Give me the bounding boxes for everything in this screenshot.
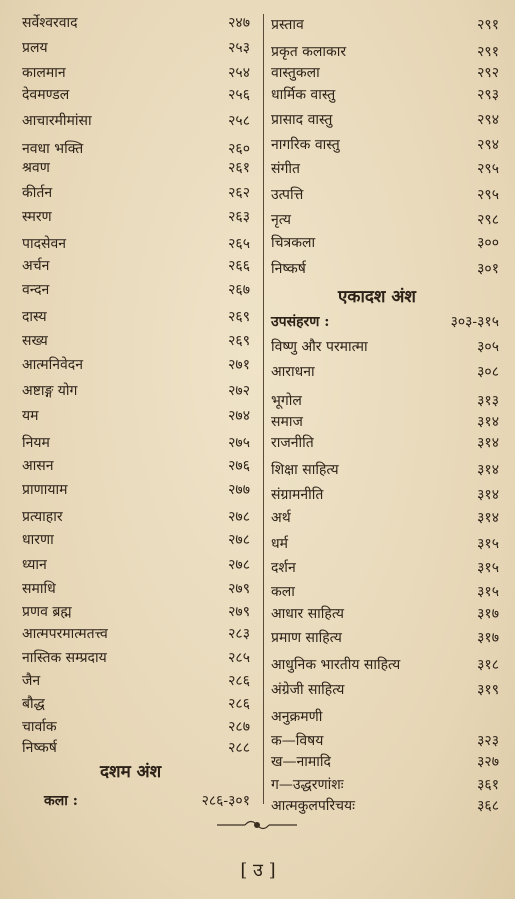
entry-name: जैन <box>22 673 41 689</box>
toc-entry <box>22 455 250 477</box>
toc-entry <box>271 158 499 180</box>
entry-page: ३६१ <box>477 777 499 793</box>
toc-entry <box>271 109 499 131</box>
entry-page: २८५ <box>228 650 250 666</box>
entry-page: २५३ <box>228 40 250 56</box>
entry-page: २८६ <box>228 673 250 689</box>
toc-entry <box>271 232 499 254</box>
toc-entry <box>22 578 250 600</box>
toc-entry <box>271 62 499 84</box>
entry-page: २९५ <box>477 161 499 177</box>
entry-name: चित्रकला <box>271 235 316 251</box>
entry-name: क—विषय <box>271 733 324 749</box>
entry-name: भूगोल <box>271 393 302 409</box>
toc-entry <box>22 693 250 715</box>
toc-entry <box>22 716 250 738</box>
toc-entry <box>271 533 499 555</box>
entry-name: आत्मनिवेदन <box>22 357 83 373</box>
entry-name: ध्यान <box>22 557 47 573</box>
toc-entry <box>271 795 499 817</box>
entry-page: २७७ <box>228 482 250 498</box>
entry-name: निष्कर्ष <box>271 261 306 277</box>
entry-page: ३१८ <box>477 657 499 673</box>
entry-name: कला <box>271 584 295 600</box>
entry-page: २६७ <box>228 282 250 298</box>
toc-entry <box>271 679 499 701</box>
entry-name: निष्कर्ष <box>22 740 57 756</box>
entry-page: २७५ <box>228 435 250 451</box>
toc-entry <box>22 255 250 277</box>
entry-page: २८६-३०१ <box>201 793 250 809</box>
entry-page: २७८ <box>228 557 250 573</box>
entry-page: २८८ <box>228 740 250 756</box>
entry-name: स्मरण <box>22 209 52 225</box>
entry-name: अष्टाङ्ग योग <box>22 383 78 399</box>
entry-name: शिक्षा साहित्य <box>271 462 339 478</box>
entry-page: २८३ <box>228 626 250 642</box>
entry-page: ३१५ <box>477 560 499 576</box>
entry-page: ३०८ <box>477 364 499 380</box>
entry-name: यम <box>22 408 39 424</box>
entry-name: प्रत्याहार <box>22 509 63 525</box>
toc-entry <box>22 380 250 402</box>
toc-entry <box>271 730 499 752</box>
entry-page: २५६ <box>228 87 250 103</box>
entry-page: २९२ <box>477 65 499 81</box>
entry-page: २६१ <box>228 160 250 176</box>
toc-entry <box>271 209 499 231</box>
entry-name: राजनीति <box>271 435 314 451</box>
entry-page: ३१४ <box>477 510 499 526</box>
entry-name: समाज <box>271 414 303 430</box>
entry-page: ३२७ <box>477 754 499 770</box>
ornament-divider <box>215 815 299 835</box>
entry-name: अर्थ <box>271 510 291 526</box>
entry-page: २९४ <box>477 137 499 153</box>
toc-entry <box>271 654 499 676</box>
entry-name: ख—नामादि <box>271 754 331 770</box>
entry-page: २५४ <box>228 65 250 81</box>
entry-page: ३०३-३१५ <box>450 314 499 330</box>
entry-name: देवमण्डल <box>22 87 70 103</box>
column-divider <box>263 14 264 804</box>
entry-page: २६९ <box>228 333 250 349</box>
entry-name: आधार साहित्य <box>271 606 345 622</box>
toc-entry <box>22 110 250 132</box>
entry-page: २६९ <box>228 309 250 325</box>
entry-name: प्रमाण साहित्य <box>271 630 342 646</box>
toc-entry <box>271 14 499 36</box>
entry-page: २७४ <box>228 408 250 424</box>
toc-entry <box>22 647 250 669</box>
toc-entry <box>271 557 499 579</box>
entry-page: ३०१ <box>477 261 499 277</box>
entry-name: आत्मपरमात्मतत्त्व <box>22 626 108 642</box>
toc-entry <box>271 336 499 358</box>
entry-page: २६६ <box>228 258 250 274</box>
entry-name: श्रवण <box>22 160 50 176</box>
entry-name: अंग्रेजी साहित्य <box>271 682 345 698</box>
section-heading-right: एकादश अंश <box>338 287 416 307</box>
entry-name: कीर्तन <box>22 185 53 201</box>
toc-entry <box>22 506 250 528</box>
entry-name: संगीत <box>271 161 300 177</box>
toc-entry <box>271 507 499 529</box>
section-heading-left: दशम अंश <box>100 762 162 782</box>
toc-entry <box>22 737 250 759</box>
toc-entry <box>271 484 499 506</box>
entry-page: ३१३ <box>477 393 499 409</box>
entry-page: २९४ <box>477 112 499 128</box>
entry-name: नवधा भक्ति <box>22 141 84 157</box>
entry-name: वास्तुकला <box>271 65 320 81</box>
toc-entry <box>271 41 499 63</box>
entry-page: २७८ <box>228 509 250 525</box>
entry-page: २९५ <box>477 187 499 203</box>
entry-page: ३१५ <box>477 584 499 600</box>
entry-page: २६२ <box>228 185 250 201</box>
toc-entry <box>22 432 250 454</box>
entry-name: सर्वेश्वरवाद <box>22 15 78 31</box>
toc-entry <box>22 157 250 179</box>
toc-entry <box>271 459 499 481</box>
entry-name: उपसंहरण : <box>271 314 330 330</box>
entry-name: विष्णु और परमात्मा <box>271 339 368 355</box>
entry-page: २६३ <box>228 209 250 225</box>
entry-name: समाधि <box>22 581 56 597</box>
entry-name: पादसेवन <box>22 236 67 252</box>
entry-page: २७६ <box>228 458 250 474</box>
entry-name: सख्य <box>22 333 48 349</box>
entry-name: नृत्य <box>271 212 291 228</box>
entry-name: उत्पत्ति <box>271 187 304 203</box>
entry-page: २९३ <box>477 87 499 103</box>
entry-page: २७१ <box>228 357 250 373</box>
entry-name: नागरिक वास्तु <box>271 137 340 153</box>
entry-page: ३०० <box>477 235 499 251</box>
entry-page: ३२३ <box>477 733 499 749</box>
entry-name: नियम <box>22 435 50 451</box>
toc-entry <box>271 751 499 773</box>
entry-name: ग—उद्धरणांशः <box>271 777 344 793</box>
toc-entry <box>271 706 499 728</box>
toc-entry <box>22 279 250 301</box>
entry-name: आराधना <box>271 364 315 380</box>
toc-entry <box>22 206 250 228</box>
entry-page: ३१५ <box>477 536 499 552</box>
entry-page: २९८ <box>477 212 499 228</box>
entry-name: प्राणायाम <box>22 482 68 498</box>
toc-entry <box>22 601 250 623</box>
entry-name: प्रकृत कलाकार <box>271 44 347 60</box>
toc-entry <box>271 184 499 206</box>
toc-entry <box>271 603 499 625</box>
entry-page: २६५ <box>228 236 250 252</box>
entry-page: ३१७ <box>477 630 499 646</box>
toc-entry <box>22 405 250 427</box>
toc-entry <box>271 432 499 454</box>
entry-page: ३१४ <box>477 462 499 478</box>
toc-entry <box>22 529 250 551</box>
toc-entry <box>22 623 250 645</box>
toc-entry <box>271 258 499 280</box>
toc-entry <box>22 479 250 501</box>
entry-page: २९१ <box>477 44 499 60</box>
entry-page: ३१४ <box>477 435 499 451</box>
entry-page: २७८ <box>228 532 250 548</box>
entry-page: २८६ <box>228 696 250 712</box>
toc-entry <box>22 306 250 328</box>
entry-page: २४७ <box>228 15 250 31</box>
entry-name: प्रासाद वास्तु <box>271 112 333 128</box>
entry-page: २७९ <box>228 581 250 597</box>
entry-page: ३६८ <box>477 798 499 814</box>
toc-entry <box>271 361 499 383</box>
toc-entry <box>271 390 499 412</box>
entry-name: दर्शन <box>271 560 296 576</box>
toc-entry <box>22 354 250 376</box>
toc-entry <box>22 12 250 34</box>
entry-name: धर्म <box>271 536 288 552</box>
entry-name: कालमान <box>22 65 66 81</box>
entry-name: बौद्ध <box>22 696 45 712</box>
entry-page: २९१ <box>477 17 499 33</box>
entry-name: अर्चन <box>22 258 50 274</box>
toc-entry <box>271 134 499 156</box>
entry-page: २७९ <box>228 604 250 620</box>
entry-page: ३०५ <box>477 339 499 355</box>
toc-entry <box>22 37 250 59</box>
entry-page: ३१९ <box>477 682 499 698</box>
page-footer-number: [ उ ] <box>240 860 276 881</box>
left-sub-entry <box>44 790 250 812</box>
entry-page: ३१४ <box>477 487 499 503</box>
entry-name: दास्य <box>22 309 47 325</box>
toc-entry <box>271 411 499 433</box>
toc-entry <box>22 233 250 255</box>
toc-entry <box>271 774 499 796</box>
toc-entry <box>271 581 499 603</box>
toc-entry <box>22 670 250 692</box>
entry-name: आचारमीमांसा <box>22 113 92 129</box>
entry-name: आत्मकुलपरिचयः <box>271 798 355 814</box>
entry-page: २६० <box>228 141 250 157</box>
entry-name: प्रस्ताव <box>271 17 304 33</box>
entry-page: २७२ <box>228 383 250 399</box>
toc-entry <box>271 84 499 106</box>
entry-name: नास्तिक सम्प्रदाय <box>22 650 107 666</box>
entry-name: प्रलय <box>22 40 48 56</box>
entry-name: चार्वाक <box>22 719 57 735</box>
entry-page: ३१४ <box>477 414 499 430</box>
entry-name: अनुक्रमणी <box>271 709 323 725</box>
right-sub-entry <box>271 311 499 333</box>
entry-name: वन्दन <box>22 282 50 298</box>
entry-name: कला : <box>44 793 78 809</box>
entry-page: २८७ <box>228 719 250 735</box>
toc-entry <box>22 554 250 576</box>
toc-entry <box>22 62 250 84</box>
toc-entry <box>22 330 250 352</box>
toc-entry <box>22 84 250 106</box>
entry-page: ३१७ <box>477 606 499 622</box>
entry-page: २५८ <box>228 113 250 129</box>
toc-entry <box>271 627 499 649</box>
entry-name: प्रणव ब्रह्म <box>22 604 72 620</box>
toc-entry <box>22 182 250 204</box>
entry-name: धारणा <box>22 532 54 548</box>
entry-name: धार्मिक वास्तु <box>271 87 336 103</box>
entry-name: आसन <box>22 458 54 474</box>
entry-name: आधुनिक भारतीय साहित्य <box>271 657 401 673</box>
entry-name: संग्रामनीति <box>271 487 324 503</box>
